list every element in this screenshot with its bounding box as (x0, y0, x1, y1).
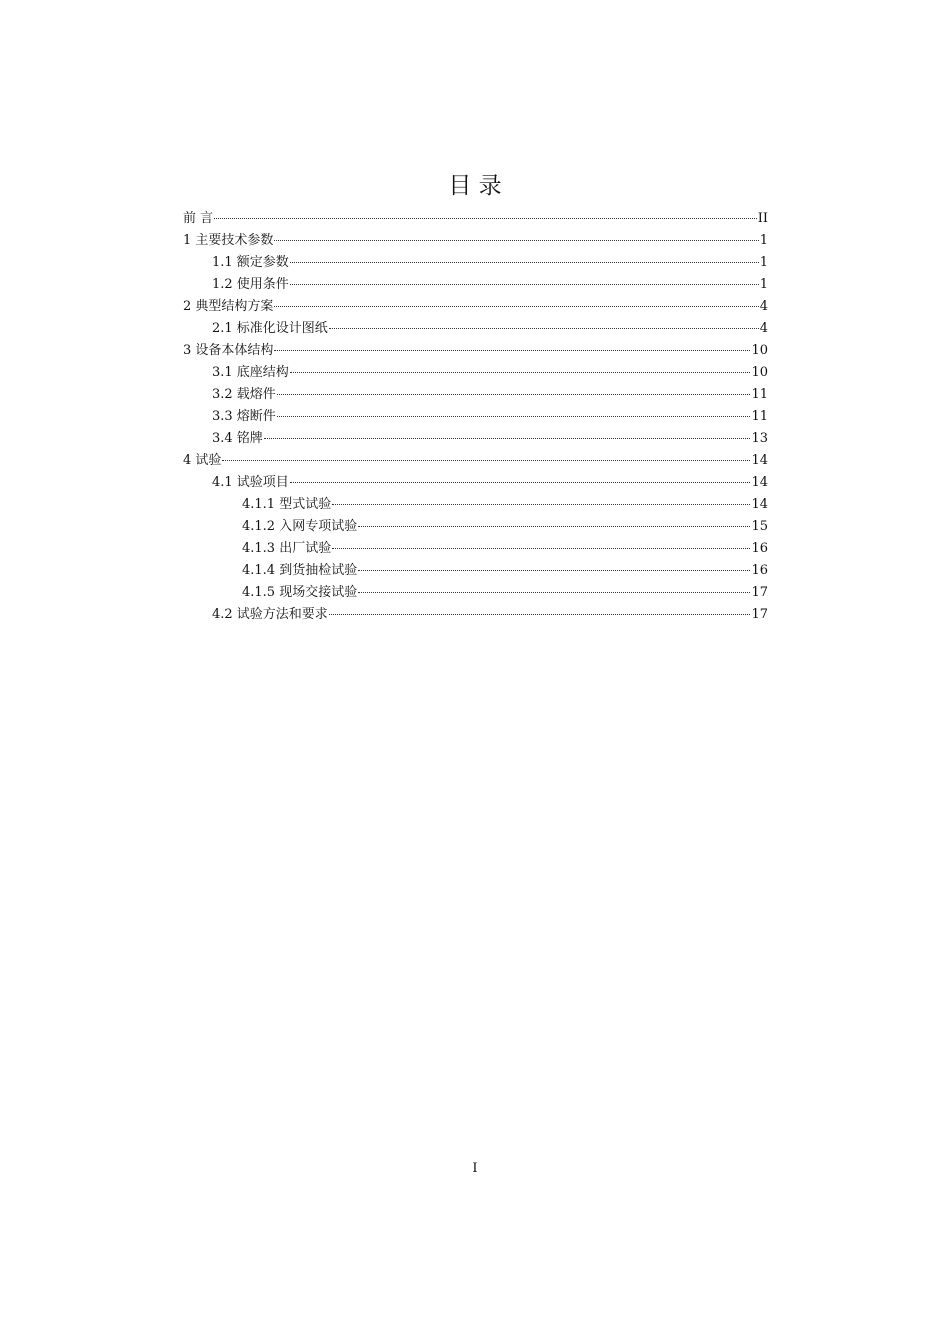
toc-entry-label: 4.1 试验项目 (212, 475, 289, 490)
toc-entry-page: 11 (751, 387, 768, 402)
toc-entry-page: 10 (751, 343, 768, 358)
toc-entry-label: 4 试验 (183, 453, 222, 468)
toc-entry-page: 16 (751, 541, 768, 556)
toc-entry-label: 3.3 熔断件 (212, 409, 276, 424)
toc-entry-label: 1.1 额定参数 (212, 255, 289, 270)
toc-entry-page: 14 (751, 497, 768, 512)
toc-entry[interactable] (183, 428, 768, 450)
toc-entry[interactable] (183, 230, 768, 252)
dot-leader (277, 416, 751, 417)
toc-entry[interactable] (183, 560, 768, 582)
toc-entry-label: 4.1.5 现场交接试验 (242, 585, 358, 600)
toc-entry-page: 1 (759, 255, 768, 270)
page-number: I (472, 1161, 478, 1176)
toc-entry[interactable] (183, 384, 768, 406)
toc-entry-label: 1.2 使用条件 (212, 277, 289, 292)
toc-entry[interactable] (183, 274, 768, 296)
toc-entry-label: 3.4 铭牌 (212, 431, 263, 446)
toc-entry-label: 4.1.1 型式试验 (242, 497, 332, 512)
toc-entry-page: 10 (751, 365, 768, 380)
dot-leader (329, 328, 759, 329)
dot-leader (277, 394, 751, 395)
toc-entry-label: 4.1.3 出厂试验 (242, 541, 332, 556)
toc-entry-label: 2 典型结构方案 (183, 299, 274, 314)
dot-leader (290, 262, 759, 263)
toc-entry-page: 11 (751, 409, 768, 424)
dot-leader (332, 504, 750, 505)
toc-entry[interactable] (183, 340, 768, 362)
toc-entry[interactable] (183, 252, 768, 274)
dot-leader (290, 372, 751, 373)
dot-leader (358, 570, 750, 571)
toc-entry-page: 17 (751, 585, 768, 600)
toc-entry[interactable] (183, 362, 768, 384)
page-title: 目 录 (448, 173, 502, 199)
toc-entry[interactable] (183, 494, 768, 516)
dot-leader (214, 218, 757, 219)
toc-entry-page: 4 (759, 321, 768, 336)
toc-entry-page: 14 (751, 453, 768, 468)
dot-leader (332, 548, 750, 549)
dot-leader (222, 460, 750, 461)
toc-entry-page: 14 (751, 475, 768, 490)
dot-leader (274, 306, 758, 307)
toc-entry-page: 1 (759, 233, 768, 248)
toc-entry-page: 15 (751, 519, 768, 534)
toc-entry-label: 3.2 载熔件 (212, 387, 276, 402)
toc-entry-label: 2.1 标准化设计图纸 (212, 321, 328, 336)
toc-entry-label: 3 设备本体结构 (183, 343, 274, 358)
toc-entry[interactable] (183, 406, 768, 428)
toc-entry-page: 1 (759, 277, 768, 292)
table-of-contents (183, 208, 768, 626)
toc-entry[interactable] (183, 604, 768, 626)
dot-leader (329, 614, 751, 615)
toc-entry[interactable] (183, 208, 768, 230)
toc-entry[interactable] (183, 318, 768, 340)
dot-leader (358, 592, 750, 593)
toc-entry-label: 4.2 试验方法和要求 (212, 607, 328, 622)
toc-entry[interactable] (183, 538, 768, 560)
toc-entry-page: II (757, 211, 768, 226)
toc-entry-page: 13 (751, 431, 768, 446)
toc-entry-page: 4 (759, 299, 768, 314)
dot-leader (274, 350, 750, 351)
toc-entry[interactable] (183, 450, 768, 472)
dot-leader (274, 240, 758, 241)
toc-entry[interactable] (183, 472, 768, 494)
toc-entry-label: 前 言 (183, 211, 214, 226)
toc-entry-label: 4.1.4 到货抽检试验 (242, 563, 358, 578)
toc-entry-label: 4.1.2 入网专项试验 (242, 519, 358, 534)
toc-entry[interactable] (183, 296, 768, 318)
dot-leader (358, 526, 750, 527)
toc-entry-page: 16 (751, 563, 768, 578)
toc-entry[interactable] (183, 582, 768, 604)
toc-entry-label: 1 主要技术参数 (183, 233, 274, 248)
dot-leader (264, 438, 751, 439)
toc-entry-page: 17 (751, 607, 768, 622)
toc-entry[interactable] (183, 516, 768, 538)
dot-leader (290, 482, 751, 483)
dot-leader (290, 284, 759, 285)
toc-entry-label: 3.1 底座结构 (212, 365, 289, 380)
